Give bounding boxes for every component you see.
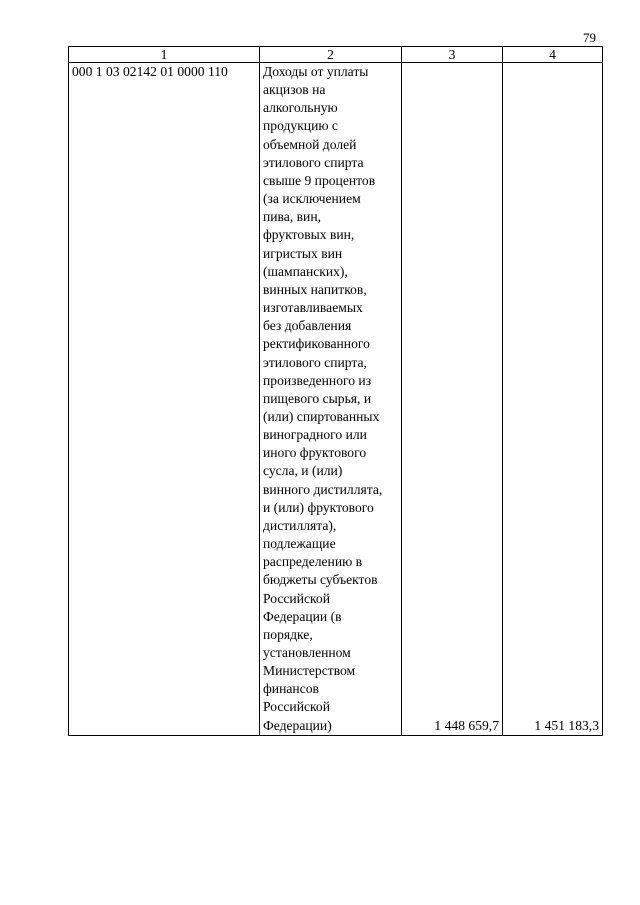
- description-line: порядке,: [263, 626, 313, 642]
- description-line: пищевого сырья, и: [263, 390, 372, 406]
- description-line: продукцию с: [263, 118, 338, 134]
- description-line: этилового спирта,: [263, 354, 367, 370]
- description-line: Доходы от уплаты: [263, 64, 369, 79]
- table-row: [69, 63, 603, 736]
- description-line: изготавливаемых: [263, 300, 363, 316]
- description-line: (или) спиртованных: [263, 408, 380, 424]
- description-line: ректификованного: [263, 336, 370, 352]
- column-header-2: 2: [260, 47, 402, 63]
- description-line: виноградного или: [263, 427, 367, 443]
- column-header-1: 1: [69, 47, 260, 63]
- description-line: произведенного из: [263, 372, 372, 388]
- column-header-3: 3: [402, 47, 503, 63]
- description-line: (за исключением: [263, 191, 361, 207]
- description-line: иного фруктового: [263, 445, 367, 461]
- description-line: сусла, и (или): [263, 463, 343, 479]
- description-line: Федерации): [263, 717, 332, 733]
- revenue-code: 000 1 03 02142 01 0000 110: [69, 63, 260, 736]
- amount-col3: 1 448 659,7: [402, 63, 503, 736]
- description-line: бюджеты субъектов: [263, 572, 378, 588]
- description-line: Федерации (в: [263, 608, 342, 624]
- description-line: без добавления: [263, 318, 352, 334]
- description-line: Российской: [263, 590, 330, 606]
- header-row: [69, 47, 603, 63]
- description-line: Российской: [263, 699, 330, 715]
- description-line: алкогольную: [263, 100, 338, 116]
- description-line: винного дистиллята,: [263, 481, 383, 497]
- description-line: свыше 9 процентов: [263, 172, 376, 188]
- description-line: распределению в: [263, 554, 363, 570]
- description-line: (шампанских),: [263, 263, 348, 279]
- revenue-description: [260, 63, 402, 736]
- description-line: этилового спирта: [263, 154, 364, 170]
- column-header-4: 4: [503, 47, 603, 63]
- description-line: объемной долей: [263, 136, 357, 152]
- amount-col4: 1 451 183,3: [503, 63, 603, 736]
- budget-revenue-table: [68, 46, 603, 736]
- description-line: подлежащие: [263, 536, 336, 552]
- description-line: пива, вин,: [263, 209, 321, 225]
- description-line: дистиллята),: [263, 517, 337, 533]
- description-line: установленном: [263, 645, 351, 660]
- description-line: игристых вин: [263, 245, 343, 261]
- description-lines: [263, 63, 398, 735]
- description-line: акцизов на: [263, 82, 326, 98]
- description-line: винных напитков,: [263, 281, 367, 297]
- description-line: финансов: [263, 681, 319, 697]
- page-number: 79: [583, 30, 596, 45]
- description-line: и (или) фруктового: [263, 499, 374, 515]
- description-line: Министерством: [263, 663, 356, 679]
- description-line: фруктовых вин,: [263, 227, 355, 243]
